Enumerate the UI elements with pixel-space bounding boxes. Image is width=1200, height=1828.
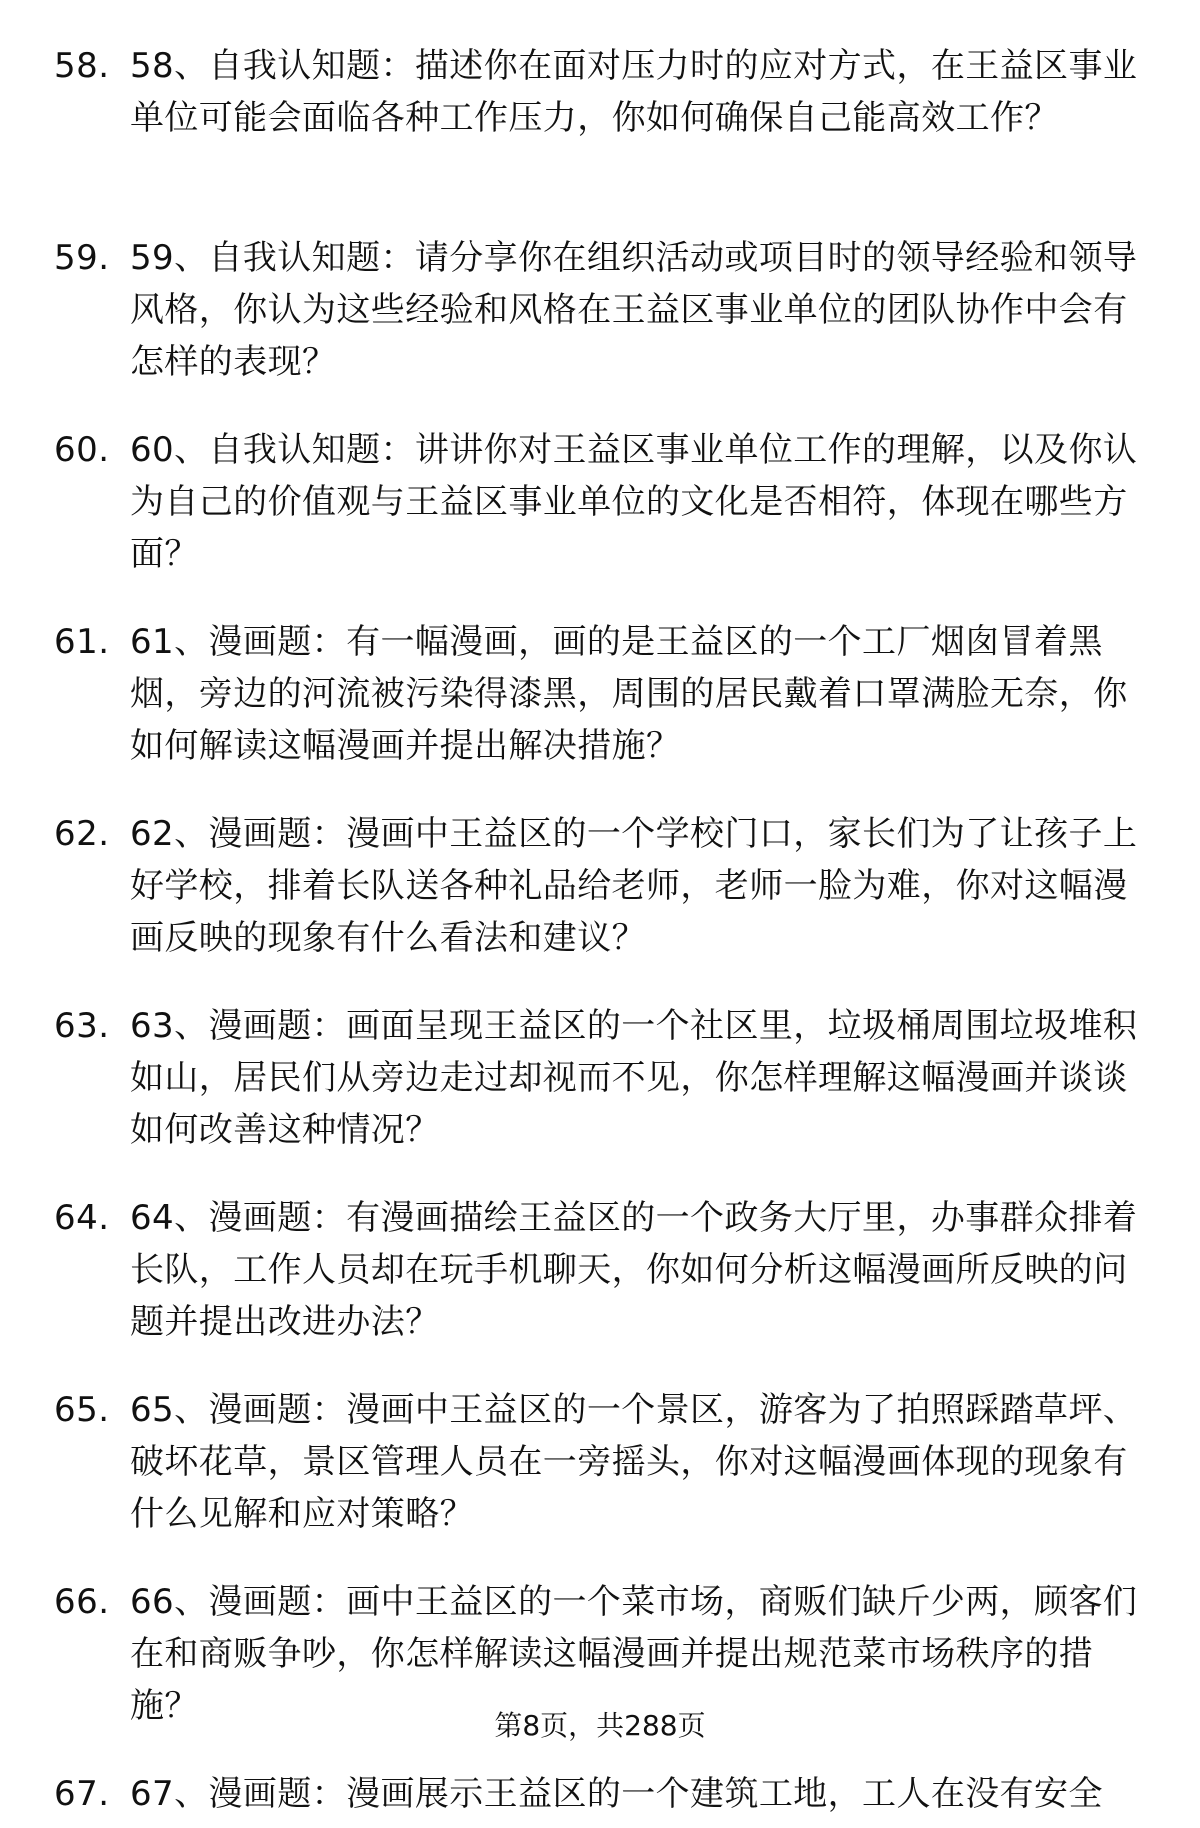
page-footer: 第8页，共288页 — [494, 1709, 706, 1742]
item-text: 58、自我认知题：描述你在面对压力时的应对方式，在王益区事业单位可能会面临各种工作压力，你如何确保自己能高效工作？ — [130, 46, 1138, 138]
list-item — [0, 1192, 1200, 1384]
item-number: 63. — [54, 1006, 110, 1046]
item-number: 59. — [54, 238, 110, 278]
item-text: 61、漫画题：有一幅漫画，画的是王益区的一个工厂烟囱冒着黑烟，旁边的河流被污染得漆黑，周围的居民戴着口罩满脸无奈，你如何解读这幅漫画并提出解决措施？ — [130, 622, 1128, 766]
list-item — [0, 232, 1200, 424]
item-number: 66. — [54, 1582, 110, 1622]
item-text: 63、漫画题：画面呈现王益区的一个社区里，垃圾桶周围垃圾堆积如山，居民们从旁边走过却视而不见，你怎样理解这幅漫画并谈谈如何改善这种情况？ — [130, 1006, 1138, 1150]
item-text: 59、自我认知题：请分享你在组织活动或项目时的领导经验和领导风格，你认为这些经验和风格在王益区事业单位的团队协作中会有怎样的表现？ — [130, 238, 1138, 382]
item-number: 61. — [54, 622, 110, 662]
item-text: 65、漫画题：漫画中王益区的一个景区，游客为了拍照踩踏草坪、破坏花草，景区管理人员在一旁摇头，你对这幅漫画体现的现象有什么见解和应对策略？ — [130, 1390, 1138, 1534]
item-number: 65. — [54, 1390, 110, 1430]
item-number: 67. — [54, 1774, 110, 1814]
list-item — [0, 1384, 1200, 1576]
list-item — [0, 1768, 1200, 1828]
question-list — [0, 40, 1200, 1828]
list-item — [0, 1000, 1200, 1192]
item-number: 60. — [54, 430, 110, 470]
item-text: 62、漫画题：漫画中王益区的一个学校门口，家长们为了让孩子上好学校，排着长队送各种礼品给老师，老师一脸为难，你对这幅漫画反映的现象有什么看法和建议？ — [130, 814, 1138, 958]
list-item — [0, 808, 1200, 1000]
item-number: 58. — [54, 46, 110, 86]
item-text: 64、漫画题：有漫画描绘王益区的一个政务大厅里，办事群众排着长队，工作人员却在玩手机聊天，你如何分析这幅漫画所反映的问题并提出改进办法？ — [130, 1198, 1138, 1342]
item-text: 67、漫画题：漫画展示王益区的一个建筑工地，工人在没有安全 — [130, 1774, 1103, 1814]
item-text: 66、漫画题：画中王益区的一个菜市场，商贩们缺斤少两，顾客们在和商贩争吵，你怎样解读这幅漫画并提出规范菜市场秩序的措施？ — [130, 1582, 1138, 1726]
item-number: 62. — [54, 814, 110, 854]
list-item — [0, 616, 1200, 808]
item-text: 60、自我认知题：讲讲你对王益区事业单位工作的理解，以及你认为自己的价值观与王益区事业单位的文化是否相符，体现在哪些方面？ — [130, 430, 1138, 574]
item-number: 64. — [54, 1198, 110, 1238]
list-item — [0, 424, 1200, 616]
list-item — [0, 40, 1200, 232]
